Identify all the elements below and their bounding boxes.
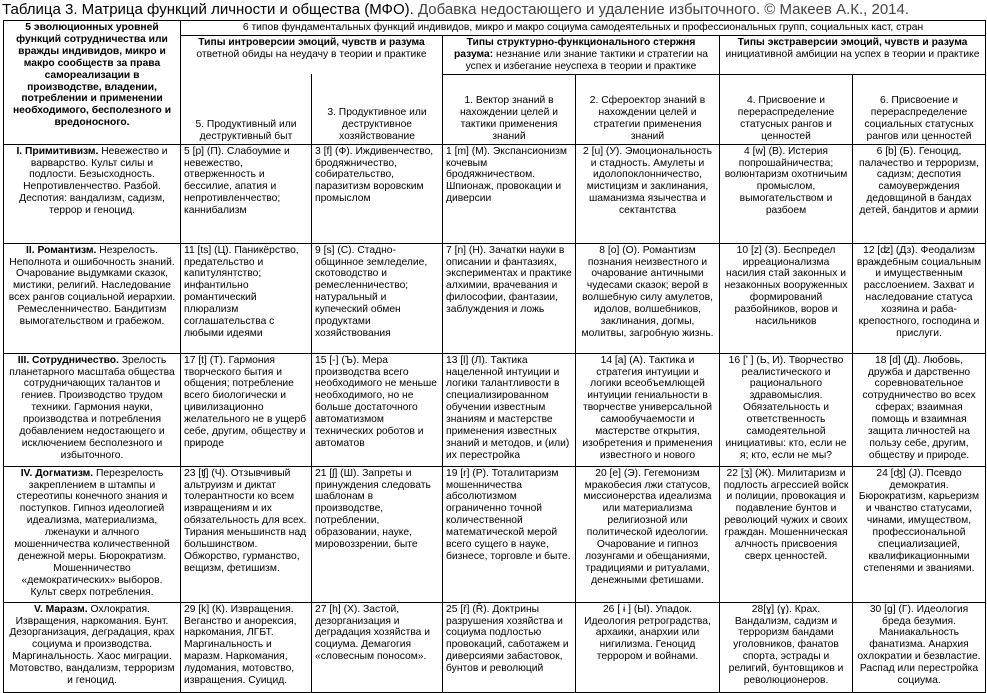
table-row	[4, 466, 986, 602]
level-cell	[4, 144, 181, 243]
cell-col3: 3 [f] (Ф). Иждивенчество, бродяжничество, собирательство, паразитизм воровским промыслом	[312, 144, 443, 243]
cell-col5: 29 [k] (К). Извращения. Веганство и анорексия, наркомания, ЛГБТ. Маргинальность и маразм. Наркомания, лудомания, мотовство, извращения. Суицид.	[181, 602, 312, 692]
cell-col4: 10 [z] (З). Беспредел ирреационализма насилия стай законных и незаконных вооруженных формирований разбойников, воров и насильников	[720, 243, 853, 353]
level-cell	[4, 243, 181, 353]
level-desc: Перезрелость закреплением в штампы и стереотипы конечного знания и поступков. Гипноз идеологией идеализма, материализма, лженауки и алчного мошенничества количественной денежной меры. Бюрократизм. Мошенничество «демократических» выборов. Культ сверх потребления.	[14, 467, 170, 598]
col-header-1: 1. Вектор знаний в нахождении целей и тактики применения знаний	[443, 74, 576, 144]
cell-col4: 22 [ʒ] (Ж). Милитаризм и подлость агрессией войск и полиции, провокация и подавление бунтов и революций чужих и своих граждан. Мошенническая алчность присвоения сверх ценностей.	[720, 466, 853, 602]
cell-col2: 26 [ ɨ ] (Ы). Упадок. Идеология ретроградства, архаики, анархии или нигилизма. Геноцид террором и войнами.	[576, 602, 720, 692]
group-extraversion-title: Типы экстраверсии эмоций, чувств и разума	[737, 36, 968, 48]
cell-col1: 7 [n] (Н). Зачатки науки в описании и фантазиях, экспериментах и практике алхимии, врачевания и философии, фантазии, заблуждения и ложь	[443, 243, 576, 353]
cell-col3: 21 [ʃ] (Ш). Запреты и принуждения следовать шаблонам в производстве, потреблении, образовании, науке, мировоззрении, быте	[312, 466, 443, 602]
group-extraversion-header	[720, 35, 986, 74]
cell-col6: 18 [d] (Д). Любовь, дружба и дарственно соревновательное сотрудничество во всех сферах; взаимная помощь и взаимная защита личностей на пользу себе, другим, обществу и природе.	[853, 353, 986, 466]
level-desc: Незрелость. Неполнота и ошибочность знаний. Очарование выдумками сказок, мистики, религий. Наследование всех рангов социальной иерархии. Ремесленничество. Бандитизм вымогательством и грабежом.	[8, 244, 176, 328]
level-name: IV. Догматизм.	[20, 467, 94, 479]
level-desc: Невежество и варварство. Культ силы и подлости. Безысходность. Непротивленчество. Разбой. Деспотия: вандализм, садизм, террор и геноцид.	[19, 145, 168, 217]
title-note: Добавка недостающего и удаление избыточного. © Макеев А.К., 2014.	[413, 1, 910, 18]
cell-col1: 19 [r] (Р). Тоталитаризм мошенничества абсолютизмом ограниченно точной количественной математической мерой всего сущего в науке, бизнесе, торговле и быте.	[443, 466, 576, 602]
cell-col5: 17 [t] (Т). Гармония творческого бытия и общения; потребление всего биологически и цивилизационно желательного не в ущерб себе, другим, обществу и природе	[181, 353, 312, 466]
col-header-6: 6. Присвоение и перераспределение социальных статусных рангов или ценностей	[853, 74, 986, 144]
group-introversion-header	[181, 35, 443, 74]
cell-col3: 27 [h] (Х). Застой, дезорганизация и деградация хозяйства и социума. Демагогия «словесным поносом».	[312, 602, 443, 692]
cell-col5: 23 [ʧ] (Ч). Отзывчивый альтруизм и диктат толерантности ко всем извращениям и их обязательность для всех. Тирания меньшинств над большинством. Обжорство, гурманство, вещизм, фетишизм.	[181, 466, 312, 602]
levels-header-text: 5 эволюционных уровней функций сотрудничества или вражды индивидов, микро и макро сообществ за права самореализации в производстве, владении, потреблении и применении необходимого, бесполезного и вредоносного.	[12, 22, 172, 129]
level-name: II. Романтизм.	[26, 244, 97, 256]
cell-col4: 28[ɣ] (ɣ). Крах. Вандализм, садизм и терроризм бандами уголовников, фанатов спорта, эстрады и религий, бунтовщиков и революционеров.	[720, 602, 853, 692]
levels-header	[4, 21, 181, 145]
cell-col6: 30 [g] (Г). Идеология бреда безумия. Маниакальность фанатизма. Анархия охлократии и безвластие. Распад или перестройка социума.	[853, 602, 986, 692]
level-cell	[4, 353, 181, 466]
cell-col6: 6 [b] (Б). Геноцид, палачество и терроризм, садизм; деспотия самоуверждения дедовщиной в бандах детей, бандитов и армии	[853, 144, 986, 243]
level-cell	[4, 602, 181, 692]
group-introversion-sub: ответной обиды на неудачу в теории и практике	[196, 48, 427, 60]
cell-col4: 4 [w] (В). Истерия попрошайничества; волюнтаризм охотничьим промыслом, вымогательством и разбоем	[720, 144, 853, 243]
level-name: III. Сотрудничество.	[17, 354, 119, 366]
group-introversion-title: Типы интроверсии эмоций, чувств и разума	[198, 36, 425, 48]
group-core-sub	[446, 49, 716, 73]
cell-col4: 16 [ʹ ] (Ь, И). Творчество реалистического и рационального здравомыслия. Обязательность и ответственность самодеятельной инициативы: кто, если не я; кто, если не мы?	[720, 353, 853, 466]
group-core-sub-text: незнание или знание тактики и стратегии на успех и избегание неуспеха в теории и практике	[465, 48, 709, 72]
cell-col5: 11 [ts] (Ц). Паникёрство, предательство и капитулянтство; инфантильно романтический плюрализм соглашательства с любыми идеями	[181, 243, 312, 353]
cell-col6: 12 [ʣ] (Дз). Феодализм враждебным социальным и имущественным расслоением. Захват и наследование статуса хозяина и раба-крепостного, господина и прислуги.	[853, 243, 986, 353]
function-matrix-table	[3, 20, 986, 693]
col-header-2: 2. Сфероектор знаний в нахождении целей и стратегии применения знаний	[576, 74, 720, 144]
level-cell	[4, 466, 181, 602]
col-header-3: 3. Продуктивное или деструктивное хозяйствование	[312, 74, 443, 144]
level-desc: Зрелость планетарного масштаба общества сотрудничающих талантов и гениев. Производство трудом техники. Гармония науки, производства и потребления добавлением недостающего и исключением бесполезного и избыточного.	[9, 354, 175, 461]
cell-col3: 15 [-] (Ъ). Мера производства всего необходимого не меньше необходимого, но не больше достаточного автоматизмом технических роботов и автоматов	[312, 353, 443, 466]
cell-col1: 1 [m] (М). Экспансионизм кочевым бродяжничеством. Шпионаж, провокации и диверсии	[443, 144, 576, 243]
level-name: I. Примитивизм.	[16, 145, 99, 157]
table-row	[4, 243, 986, 353]
cell-col1: 13 [l] (Л). Тактика нацеленной интуиции и логики талантливости в специализированном обучении известным знаниям и мастерстве применения известных знаний и методов, и (или) их перестройка	[443, 353, 576, 466]
col-header-5: 5. Продуктивный или деструктивный быт	[181, 74, 312, 144]
page-title	[2, 0, 909, 19]
title-main: Таблица 3. Матрица функций личности и общества (МФО).	[2, 1, 414, 18]
table-row	[4, 353, 986, 466]
cell-col6: 24 [ʤ] (J). Псевдо демократия. Бюрократизм, карьеризм и чванство статусами, чинами, имуществом, профессиональной специализацией, квалификационными степенями и званиями.	[853, 466, 986, 602]
table-row	[4, 602, 986, 692]
level-name: V. Маразм.	[34, 603, 88, 615]
types-header: 6 типов фундаментальных функций индивидов, микро и макро социума самодеятельных и профессиональных групп, социальных каст, стран	[181, 21, 986, 36]
cell-col2: 20 [e] (Э). Гегемонизм мракобесия лжи статусов, миссионерства идеализма или материализма религиозной или политической идеологии. Очарование и гипноз лозунгами и обещаниями, традициями и ритуалами, денежными фетишами.	[576, 466, 720, 602]
cell-col2: 2 [u] (У). Эмоциональность и стадность. Амулеты и идолопоклонничество, мистицизм и заклинания, шаманизма язычества и сектантства	[576, 144, 720, 243]
cell-col1: 25 [ř] (Ř). Доктрины разрушения хозяйства и социума подлостью провокаций, саботажем и диверсиями забастовок, бунтов и революций	[443, 602, 576, 692]
cell-col3: 9 [s] (С). Стадно-общинное земледелие, скотоводство и ремесленничество; натуральный и купеческий обмен продуктами хозяйствования	[312, 243, 443, 353]
cell-col5: 5 [p] (П). Слабоумие и невежество, отверженность и бессилие, апатия и непротивленчество; каннибализм	[181, 144, 312, 243]
level-desc: Охлократия. Извращения, наркомания. Бунт. Дезорганизация, деградация, крах социума и производства. Маргинальность. Хаос миграции. Мотовство, вандализм, терроризм и геноцид.	[9, 603, 175, 687]
group-core-sub-bold: разума:	[453, 48, 494, 60]
cell-col2: 14 [a] (А). Тактика и стратегия интуиции и логики всеобъемлющей интуиции гениальности в творчестве универсальной самообучаемости и мастерстве открытия, изобретения и применения известного и нового	[576, 353, 720, 466]
col-header-4: 4. Присвоение и перераспределение статусных рангов и ценностей	[720, 74, 853, 144]
table-row	[4, 144, 986, 243]
group-core-header	[443, 35, 720, 74]
group-extraversion-sub: инициативной амбиции на успех в теории и практике	[725, 48, 980, 60]
cell-col2: 8 [o] (О). Романтизм познания неизвестного и очарование античными чудесами сказок; верой в волшебную силу амулетов, идолов, волшебников, заклинания, догмы, молитвы, загробную жизнь.	[576, 243, 720, 353]
group-core-title: Типы структурно-функционального стержня	[466, 36, 696, 48]
